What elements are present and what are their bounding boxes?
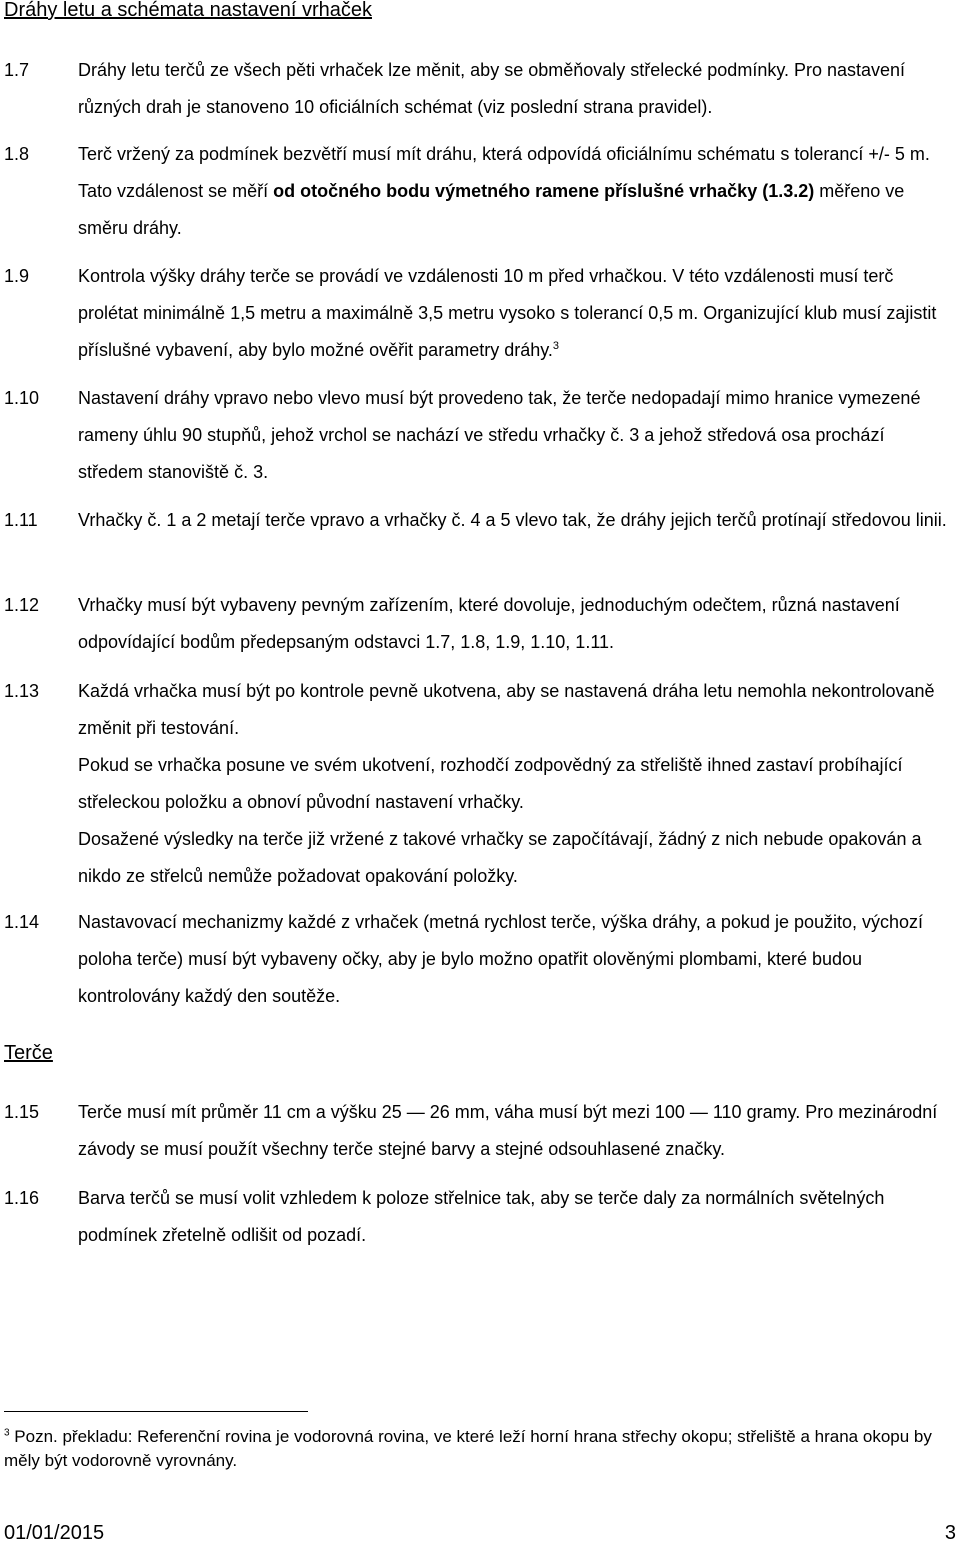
paragraph-number: 1.14 xyxy=(4,912,40,932)
paragraph-text-bold: od otočného bodu výmetného ramene příslušné vrhačky (1.3.2) xyxy=(273,181,815,201)
paragraph-sub-3: Dosažené výsledky na terče již vržené z takové vrhačky se započítávají, žádný z nich nebude opakován a nikdo ze střelců nemůže požadovat opakování položky. xyxy=(78,829,922,886)
paragraph-text xyxy=(78,258,954,369)
paragraph-1-12 xyxy=(4,587,954,661)
paragraph-text-part: Kontrola výšky dráhy terče se provádí ve vzdálenosti 10 m před vrhačkou. V této vzdálenosti musí terč prolétat minimálně 1,5 metru a maximálně 3,5 metru vysoko s tolerancí 0,5 m. Organizující klub musí zajistit příslušné vybavení, aby bylo možné ověřit parametry dráhy. xyxy=(78,266,937,360)
footnote-number: 3 xyxy=(4,1427,10,1439)
paragraph-1-7 xyxy=(4,52,954,126)
paragraph-text: Nastavovací mechanizmy každé z vrhaček (metná rychlost terče, výška dráhy, a pokud je použito, výchozí poloha terče) musí být vybaveny očky, aby je bylo možno opatřit olověnými plombami, které budou kontrolovány každý den soutěže. xyxy=(78,912,924,1006)
paragraph-1-14 xyxy=(4,904,954,1015)
footnote-text: Pozn. překladu: Referenční rovina je vodorovná rovina, ve které leží horní hrana střechy okopu; střeliště a hrana okopu by měly být vodorovně vyrovnány. xyxy=(4,1427,932,1470)
paragraph-text: Dráhy letu terčů ze všech pěti vrhaček lze měnit, aby se obměňovaly střelecké podmínky. Pro nastavení různých drah je stanoveno 10 oficiálních schémat (viz poslední strana pravidel). xyxy=(78,60,906,117)
paragraph-number: 1.9 xyxy=(4,266,30,286)
paragraph-text-part: měřeno ve směru dráhy. xyxy=(78,181,905,238)
paragraph-text: Vrhačky č. 1 a 2 metají terče vpravo a vrhačky č. 4 a 5 vlevo tak, že dráhy jejich terčů protínají středovou linii. xyxy=(78,510,947,530)
paragraph-number: 1.11 xyxy=(4,510,38,530)
paragraph-text: Barva terčů se musí volit vzhledem k poloze střelnice tak, aby se terče daly za normálních světelných podmínek zřetelně odlišit od pozadí. xyxy=(78,1188,885,1245)
paragraph-number: 1.7 xyxy=(4,60,30,80)
paragraph-text: Nastavení dráhy vpravo nebo vlevo musí být provedeno tak, že terče nedopadají mimo hranice vymezené rameny úhlu 90 stupňů, jehož vrchol se nachází ve středu vrhačky č. 3 a jehož středová osa prochází středem stanoviště č. 3. xyxy=(78,388,921,482)
paragraph-text xyxy=(78,136,954,247)
page-number: 3 xyxy=(944,1522,956,1544)
footnote xyxy=(4,1425,944,1473)
paragraph-number: 1.15 xyxy=(4,1102,40,1122)
section-title-terce: Terče xyxy=(4,1042,53,1064)
paragraph-number: 1.8 xyxy=(4,144,30,164)
paragraph-text xyxy=(78,673,954,895)
paragraph-text: Vrhačky musí být vybaveny pevným zařízením, které dovoluje, jednoduchým odečtem, různá nastavení odpovídající bodům předepsaným odstavci 1.7, 1.8, 1.9, 1.10, 1.11. xyxy=(78,595,900,652)
footnote-ref: 3 xyxy=(552,340,560,352)
paragraph-1-16 xyxy=(4,1180,954,1254)
section-title-drahy: Dráhy letu a schémata nastavení vrhaček xyxy=(4,0,372,21)
paragraph-1-15 xyxy=(4,1094,954,1168)
paragraph-number: 1.10 xyxy=(4,388,40,408)
paragraph-number: 1.12 xyxy=(4,595,40,615)
footer-date: 01/01/2015 xyxy=(4,1522,105,1544)
paragraph-1-11 xyxy=(4,502,954,539)
paragraph-1-9 xyxy=(4,258,954,369)
paragraph-1-10 xyxy=(4,380,954,491)
paragraph-number: 1.16 xyxy=(4,1188,40,1208)
paragraph-sub-1: Každá vrhačka musí být po kontrole pevně ukotvena, aby se nastavená dráha letu nemohla nekontrolovaně změnit při testování. xyxy=(78,681,935,738)
paragraph-text-part: Terč vržený za podmínek bezvětří musí mít dráhu, která odpovídá oficiálnímu schématu s tolerancí +/- 5 m. Tato vzdálenost se měří xyxy=(78,144,930,201)
paragraph-number: 1.13 xyxy=(4,681,40,701)
footnote-divider xyxy=(4,1411,308,1412)
paragraph-sub-2: Pokud se vrhačka posune ve svém ukotvení, rozhodčí zodpovědný za střeliště ihned zastaví probíhající střeleckou položku a obnoví původní nastavení vrhačky. xyxy=(78,755,903,812)
paragraph-1-13 xyxy=(4,673,954,895)
paragraph-1-8 xyxy=(4,136,954,247)
paragraph-text: Terče musí mít průměr 11 cm a výšku 25 — 26 mm, váha musí být mezi 100 — 110 gramy. Pro mezinárodní závody se musí použít všechny terče stejné barvy a stejné odsouhlasené značky. xyxy=(78,1102,938,1159)
